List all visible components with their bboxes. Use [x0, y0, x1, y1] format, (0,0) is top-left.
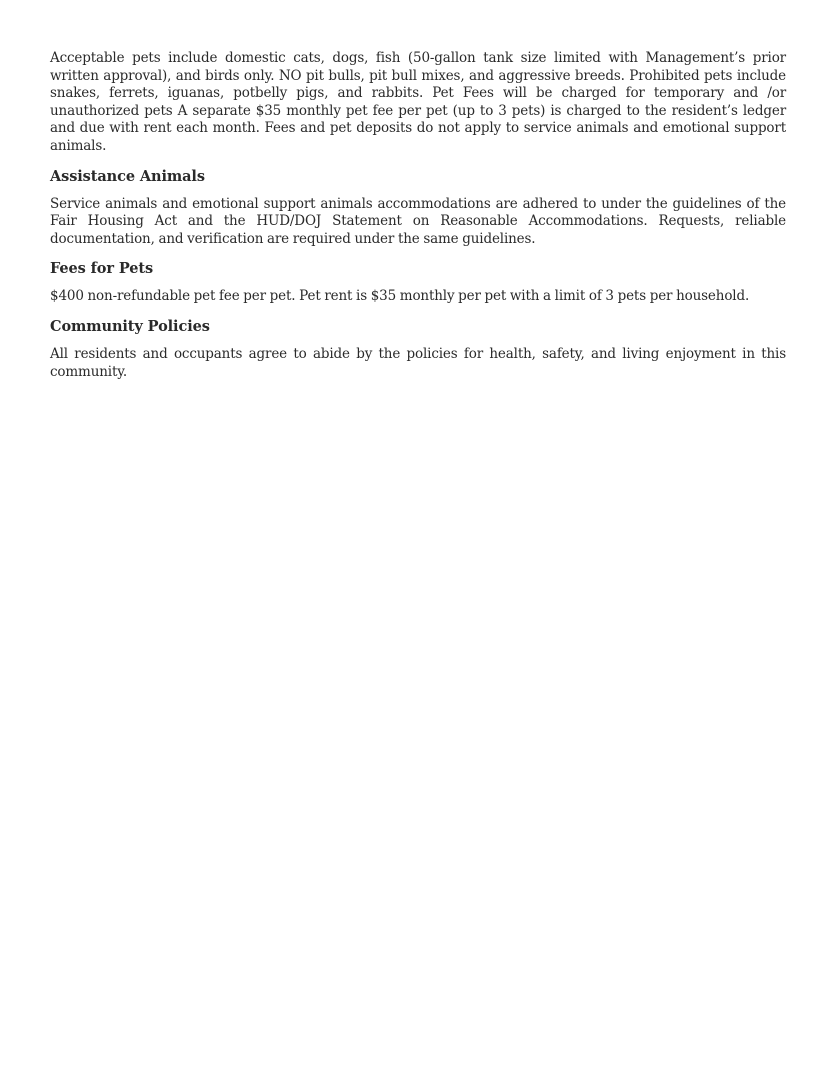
fees-for-pets-heading: Fees for Pets: [50, 260, 154, 278]
community-policies-heading: Community Policies: [50, 317, 210, 335]
document-page: [50, 50, 786, 381]
pet-policy-paragraph: Acceptable pets include domestic cats, dogs, fish (50-gallon tank size limited with Management’s prior written approval), and birds only. NO pit bulls, pit bull mixes, and aggressive breeds. Prohibited pets include snakes, ferrets, iguanas, potbelly pigs, and rabbits. Pet Fees will be charged for temporary and /or unauthorized pets A separate $35 monthly pet fee per pet (up to 3 pets) is charged to the resident’s ledger and due with rent each month. Fees and pet deposits do not apply to service animals and emotional support animals.: [50, 50, 786, 154]
assistance-animals-heading: Assistance Animals: [50, 167, 205, 185]
assistance-animals-paragraph: Service animals and emotional support animals accommodations are adhered to under the guidelines of the Fair Housing Act and the HUD/DOJ Statement on Reasonable Accommodations. Requests, reliable documentation, and verification are required under the same guidelines.: [50, 195, 786, 247]
community-policies-paragraph: All residents and occupants agree to abide by the policies for health, safety, and living enjoyment in this community.: [50, 345, 786, 380]
fees-for-pets-paragraph: $400 non-refundable pet fee per pet. Pet rent is $35 monthly per pet with a limit of 3 pets per household.: [50, 288, 750, 305]
